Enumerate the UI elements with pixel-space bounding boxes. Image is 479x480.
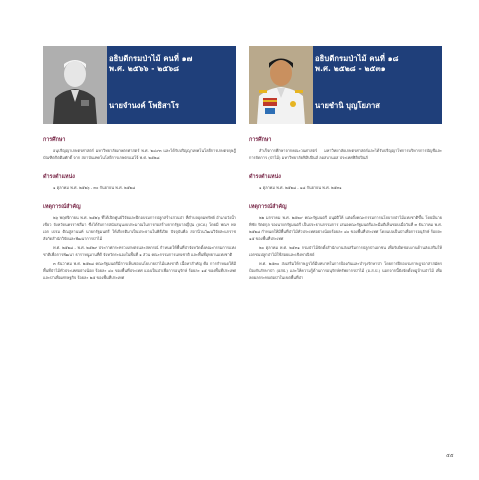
section-text: อนุปริญญาเกษตรศาสตร์ มหาวิทยาลัยเกษตรศาสตร์ พ.ศ. ๒๔๙๓ และได้รับปริญญาเทคโนโลยีการเกษตรดุษฎีบัณฑิตกิตติมศักดิ์ จาก สถาบันเทคโนโลยีการเกษตรแม่โจ้ พ.ศ. ๒๕๒๘ bbox=[43, 148, 236, 160]
section-text: ๑ ตุลาคม พ.ศ. ๒๕๒๖ - ๓๐ กันยายน พ.ศ. ๒๕๒๘ bbox=[53, 185, 136, 190]
left-column bbox=[43, 46, 236, 283]
education-section bbox=[249, 136, 442, 161]
page-number: ๕๕ bbox=[446, 453, 454, 459]
director-18-photo bbox=[249, 46, 313, 124]
director-term: พ.ศ. ๒๕๒๘ - ๒๕๓๑ bbox=[315, 64, 386, 73]
section-title: เหตุการณ์สำคัญ bbox=[43, 204, 81, 210]
event-paragraph: พ.ศ. ๒๕๓๐ ส่งเสริมให้ราษฎรได้มีบทบาทในการป้องกันและบำรุงรักษาป่า โดยการฝึกอบรมราษฎรอาสาสมัครป้องกันรักษาป่า (อสป.) และให้ความรู้ด้านการอนุรักษ์ทรัพยากรป่าไม้ (อ.ส.ป.) นอกจากนี้ยังจัดตั้งหมู่บ้านป่าไม้ เพื่อลดผลกระทบต่อป่าในเขตพื้นที่ป่า bbox=[249, 261, 442, 280]
section-title: เหตุการณ์สำคัญ bbox=[249, 204, 287, 210]
header-text-17 bbox=[109, 54, 232, 74]
event-paragraph: ๒๐ ตุลาคม พ.ศ. ๒๕๓๑ กรมป่าไม้จัดตั้งสำนักงานส่งเสริมการปลูกป่าเอกชน เพื่อรับผิดชอบงานด้านส่งเสริมให้เอกชนปลูกป่าไม้ใช้สอยและเชิงพาณิชย์ bbox=[249, 245, 442, 257]
event-paragraph: ๒๖ พฤศจิกายน พ.ศ. ๒๕๒๖ ที่ได้เปิดศูนย์วิจัยและฝึกอบรมการปลูกสร้างสวนป่า ที่ตำบลอุดมทรัพย์ อำเภอวังน้ำเขียว จังหวัดนครราชสีมา ซึ่งได้รับการสนับสนุนงบประมาณในการก่อสร้างจากรัฐบาลญี่ปุ่น (JICA) โดยมี พณฯ พลเอก เปรม ติณสูลานนท์ นายกรัฐมนตรี ให้เกียรติมาเป็นประธานในพิธีเปิด ปัจจุบันคือ สถานีวนวัฒนวิจัยสะแกราช สังกัดสำนักวิจัยและพัฒนาการป่าไม้ bbox=[43, 215, 236, 241]
section-title: การศึกษา bbox=[249, 137, 272, 143]
director-title: อธิบดีกรมป่าไม้ คนที่ ๑๗ bbox=[109, 54, 193, 63]
event-paragraph: ๓ ธันวาคม พ.ศ. ๒๕๒๘ คณะรัฐมนตรีมีการเห็นชอบนโยบายป่าไม้แห่งชาติ เนื้อหาสำคัญ คือ การกำหนดให้มีพื้นที่ป่าไม้ทั่วประเทศอย่างน้อย ร้อยละ ๔๐ ของพื้นที่ประเทศ แบ่งเป็นป่าเพื่อการอนุรักษ์ ร้อยละ ๑๕ ของพื้นที่ประเทศ และป่าเพื่อเศรษฐกิจ ร้อยละ ๒๕ ของพื้นที่ประเทศ bbox=[43, 261, 236, 280]
section-text: ๑ ตุลาคม พ.ศ. ๒๕๒๘ - ๑๘ กันยายน พ.ศ. ๒๕๓๑ bbox=[259, 185, 342, 190]
section-title: ดำรงตำแหน่ง bbox=[249, 174, 281, 180]
director-header-17 bbox=[43, 46, 236, 124]
events-section bbox=[249, 203, 442, 281]
position-section bbox=[43, 173, 236, 191]
education-section bbox=[43, 136, 236, 161]
director-name: นายจำนงค์ โพธิสาโร bbox=[109, 101, 180, 110]
director-header-18 bbox=[249, 46, 442, 124]
right-column bbox=[249, 46, 442, 283]
portrait-icon bbox=[43, 46, 107, 124]
section-title: การศึกษา bbox=[43, 137, 66, 143]
section-title: ดำรงตำแหน่ง bbox=[43, 174, 75, 180]
header-text-18 bbox=[315, 54, 438, 74]
event-paragraph: พ.ศ. ๒๕๒๘ - พ.ศ. ๒๕๒๙ ประกาศกระทรวงเกษตรและสหกรณ์ กำหนดให้พื้นที่ป่าจังหวัดตั้งคณะกรรมการแห่งชาติเพื่อการพัฒนา ธาราหนูมานที่ดี จังหวัดระนองในพื้นที่ ๑ ส่วน คณะกรรมการแห่งชาติ และพื้นที่อุทยานแห่งชาติ bbox=[43, 245, 236, 257]
portrait-icon bbox=[249, 46, 313, 124]
director-term: พ.ศ. ๒๕๖๖ - ๒๕๖๘ bbox=[109, 64, 180, 73]
events-section bbox=[43, 203, 236, 281]
section-text: สำเร็จการศึกษาจากคณะวนศาสตร์ มหาวิทยาลัยเกษตรศาสตร์และได้รับปริญญาโทการบริหารการบัญชีและการจัดการ (ป่าไม้) มหาวิทยาลัยฟิลิปปินส์ ลอสบานอส ประเทศฟิลิปปินส์ bbox=[249, 148, 442, 160]
director-name: นายชำนิ บุญโยภาส bbox=[315, 101, 380, 110]
event-paragraph: ๒๒ มกราคม พ.ศ. ๒๕๒๙ คณะรัฐมนตรี อนุมัติให้ แต่งตั้งคณะกรรมการนโยบายป่าไม้แห่งชาติขึ้น โดยมีนายพิชัย รัตตกุล รองนายกรัฐมนตรี เป็นประธานกรรมการ เสนอคณะรัฐมนตรีและมีมติเห็นชอบเมื่อวันที่ ๓ ธันวาคม พ.ศ. ๒๕๒๘ กำหนดให้มีพื้นที่ป่าไม้ทั่วประเทศอย่างน้อยร้อยละ ๔๐ ของพื้นที่ประเทศ โดยแบ่งเป็นป่าเพื่อการอนุรักษ์ ร้อยละ ๑๕ ของพื้นที่ประเทศ bbox=[249, 215, 442, 241]
position-section bbox=[249, 173, 442, 191]
director-17-photo bbox=[43, 46, 107, 124]
director-title: อธิบดีกรมป่าไม้ คนที่ ๑๘ bbox=[315, 54, 399, 63]
